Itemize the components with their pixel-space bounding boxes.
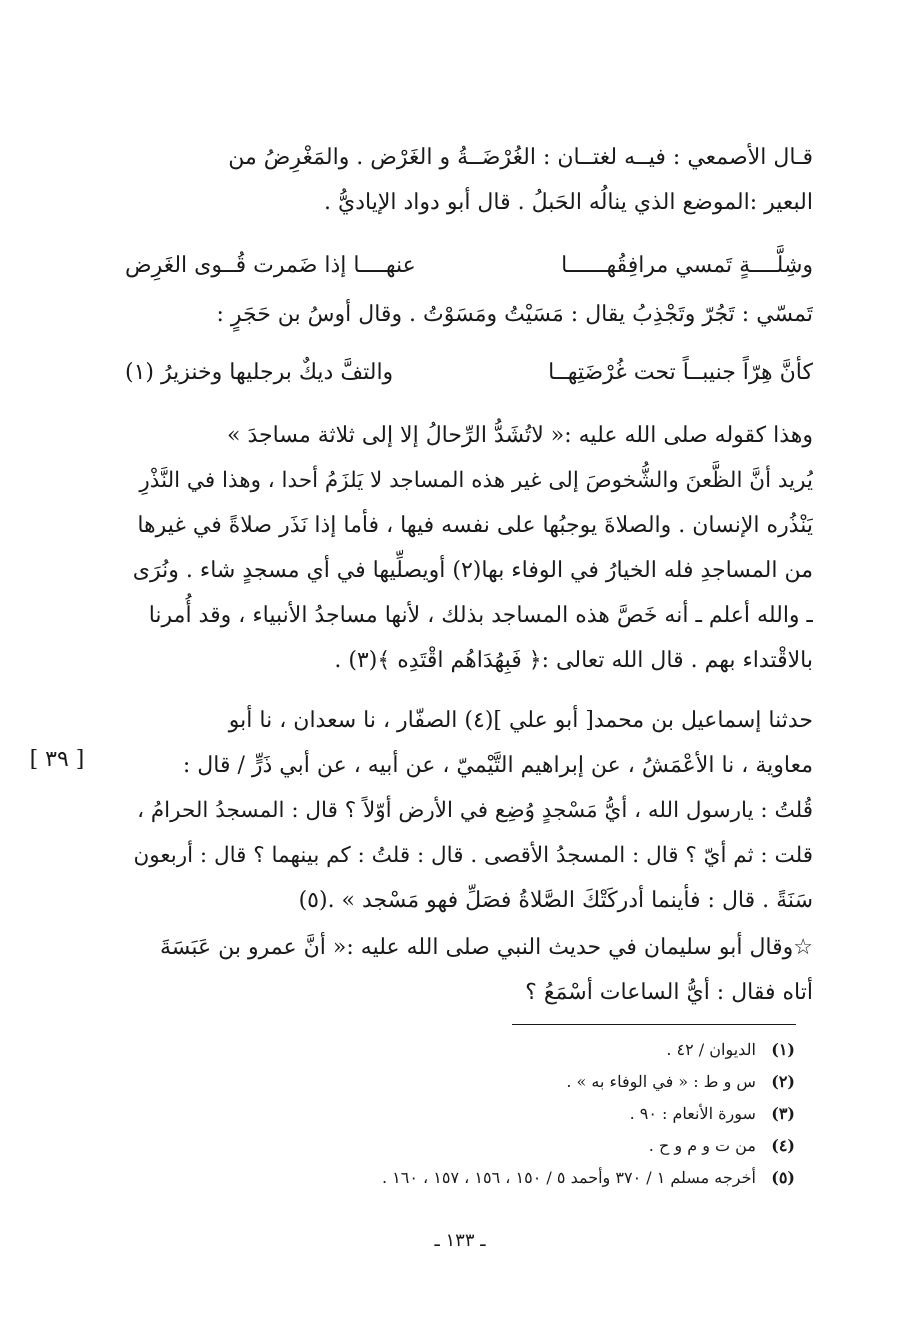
text-line: البعير :الموضع الذي ينالُه الحَبلُ . قال أبو دواد الإياديُّ . [324, 190, 813, 215]
paragraph-explanation [125, 292, 813, 337]
text-line: يَنْذُره الإنسان . والصلاةَ يوجبُها على نفسه فيها ، فأما إذا نَذَر صلاةً في غيرها [137, 513, 813, 538]
text-line: يُريد أنَّ الظَّعنَ والشُّخوصَ إلى غير هذه المساجد لا يَلزَمُ أحدا ، وهذا في النَّذْرِ [139, 468, 813, 493]
footnote-text: س و ط : « في الوفاء به » . [566, 1072, 756, 1091]
text-line: معاوية ، نا الأعْمَشُ ، عن إبراهيم التَّيْميّ ، عن أبيه ، عن أبي ذَرٍّ / قال : [182, 753, 813, 778]
footnote [280, 1066, 795, 1098]
footnote-number: (٥) [771, 1168, 795, 1187]
footnote-text: من ت و م و ح . [648, 1136, 756, 1155]
poetry-verse-1 [125, 243, 813, 288]
footnote-number: (٣) [771, 1104, 795, 1123]
text-line: تَمسّي : تَجُرّ وتَجْذِبُ يقال : مَسَيْتُ ومَسَوْتُ . وقال أوسُ بن حَجَرٍ : [216, 302, 813, 327]
verse-first-hemistich: وشِلَّــــةٍ تَمسي مرافِقُهــــــا [561, 253, 813, 278]
text-line: أتاه فقال : أيُّ الساعات أسْمَعُ ؟ [525, 980, 813, 1005]
footnote-text: سورة الأنعام : ٩٠ . [629, 1104, 756, 1123]
footnote [280, 1130, 795, 1162]
text-line: وهذا كقوله صلى الله عليه :« لاتُشَدُّ الرِّحالُ إلا إلى ثلاثة مساجدَ » [227, 423, 813, 448]
verse-first-hemistich: كأنَّ هِرّاً جنيبــاً تحت غُرْضَتِهــا [548, 360, 813, 385]
text-line: ـ والله أعلم ـ أنه خَصَّ هذه المساجد بذلك ، لأنها مساجدُ الأنبياء ، وقد أُمرنا [148, 603, 813, 628]
footnotes [280, 1034, 795, 1194]
footnote-number: (١) [771, 1040, 795, 1059]
text-line: بالاقْتداء بهم . قال الله تعالى :﴿ فَبِهُدَاهُم اقْتَدِه ﴾(٣) . [334, 648, 813, 673]
poetry-verse-2 [125, 350, 813, 395]
footnote-number: (٤) [771, 1136, 795, 1155]
footnote-text: الديوان / ٤٢ . [666, 1040, 756, 1059]
text-line: ☆وقال أبو سليمان في حديث النبي صلى الله عليه :« أنَّ عمرو بن عَبَسَةَ [160, 935, 813, 960]
text-line: قلت : ثم أيّ ؟ قال : المسجدُ الأقصى . قال : قلتُ : كم بينهما ؟ قال : أربعون [133, 843, 813, 868]
footnote-separator [512, 1024, 796, 1025]
text-line: قُلتُ : يارسول الله ، أيُّ مَسْجدٍ وُضِع في الأرض أوّلاً ؟ قال : المسجدُ الحرامُ ، [137, 798, 813, 823]
footnote-text: أخرجه مسلم ١ / ٣٧٠ وأحمد ٥ / ١٥٠ ، ١٥٦ ، ١٥٧ ، ١٦٠ . [382, 1168, 756, 1187]
text-line: قـال الأصمعي : فيــه لغتــان : الغُرْضَــةُ و الغَرْض . والمَغْرِضُ من [228, 145, 813, 170]
footnote [280, 1162, 795, 1194]
page-number: ـ ١٣٣ ـ [434, 1230, 486, 1251]
margin-folio-reference: [ ٣٩ ] [29, 747, 85, 772]
footnote-number: (٢) [771, 1072, 795, 1091]
footnote [280, 1098, 795, 1130]
paragraph-asmai [125, 135, 813, 225]
paragraph-abu-sulaiman [125, 925, 813, 1015]
verse-second-hemistich: عنهــــا إذا ضَمرت قُــوى الغَرِض [125, 253, 416, 278]
text-line: حدثنا إسماعيل بن محمد[ أبو علي ](٤) الصفّار ، نا سعدان ، نا أبو [228, 708, 813, 733]
footnote [280, 1034, 795, 1066]
paragraph-hadith-mosques [125, 413, 813, 683]
paragraph-isnad [125, 698, 813, 923]
text-line: سَنَةً . قال : فأينما أدركَتْكَ الصَّلاةُ فصَلِّ فهو مَسْجد » .(٥) [298, 888, 813, 913]
verse-second-hemistich: والتفَّ ديكٌ برجليها وخنزيرُ (١) [125, 360, 394, 385]
text-line: من المساجدِ فله الخيارُ في الوفاء بها(٢) أويصلِّيها في أي مسجدٍ شاء . ونُرَى [132, 558, 813, 583]
